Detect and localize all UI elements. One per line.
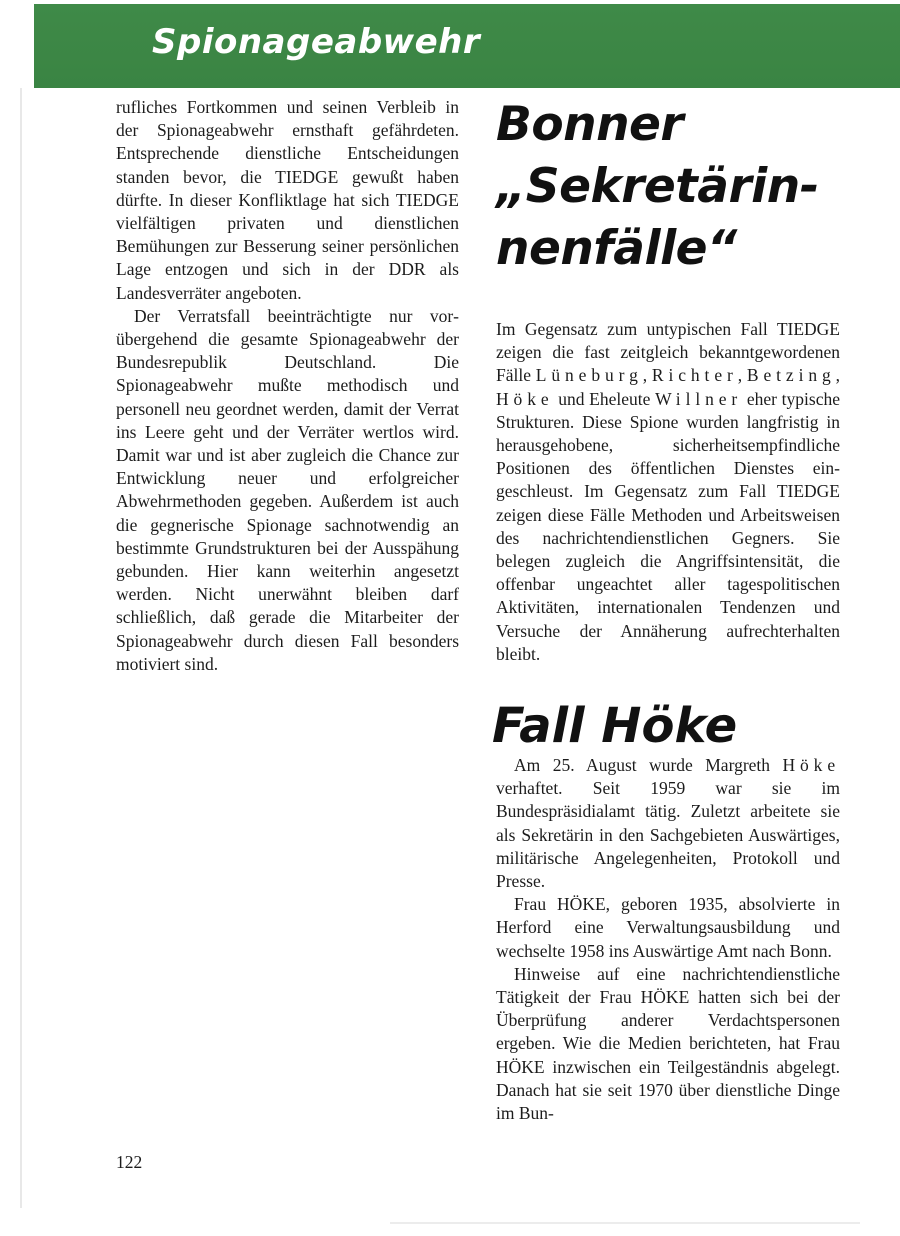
name-richter: Richter — [651, 365, 738, 386]
section2-paragraph-1 — [496, 754, 840, 893]
headline-bonner-sekretaerinnenfaelle — [496, 94, 846, 280]
section2-paragraph-2: Frau HÖKE, geboren 1935, absolvierte in Herford eine Verwaltungsausbildung und wechselte 1958 ins Auswärtige Amt nach Bonn. — [496, 894, 840, 961]
section1-paragraph-1 — [496, 318, 840, 666]
headline-line: nenfälle“ — [496, 221, 737, 276]
text-run: und Eheleute — [553, 388, 656, 409]
left-paragraph-1: rufliches Fortkommen und seinen Verbleib in der Spionageabwehr ernsthaft gefährdeten. Entsprechende dienstliche Entscheidungen standen bevor, die TIEDGE gewußt haben dürfte. In dieser Konfliktlage hat sich TIEDGE vielfältigen privaten und dienstlichen Bemühungen zur Besserung seiner persönlichen Lage entzogen und sich in der DDR als Landesverräter angeboten. — [116, 97, 459, 303]
name-lueneburg: Lüneburg — [535, 365, 643, 386]
text-run: verhaftet. Seit 1959 war sie im Bundespräsidialamt tätig. Zuletzt arbeitete sie als Sekretärin in den Sachgebieten Auswärtiges, militärische Angelegenheiten, Protokoll und Presse. — [496, 778, 840, 892]
section2-paragraph-3: Hinweise auf eine nachrichtendienstliche Tätigkeit der Frau HÖKE hatten sich bei der Überprüfung anderer Verdachtspersonen ergeben. Wie die Medien berichteten, hat Frau HÖKE inzwischen ein Teilgeständnis abgelegt. Danach hat sie seit 1970 über dienstliche Dinge im Bun- — [496, 963, 840, 1124]
text-run: Am 25. August wurde Margreth — [514, 755, 783, 775]
text-run: Im Gegensatz zum untypischen Fall TIEDGE zeigen die fast zeitgleich bekanntgewordenen Fälle — [496, 319, 840, 386]
name-betzing: Betzing — [746, 365, 836, 386]
text-run: eher typische Strukturen. Diese Spione wurden langfristig in herausgehobene, sicherheitsempfindliche Positionen des öffentlichen Dienstes eingeschleust. Im Gegensatz zum Fall TIEDGE zeigen diese Fälle Methoden und Arbeitsweisen des nachrichtendienstlichen Gegners. Sie belegen zugleich die Angriffsintensität, die offenbar ungeachtet aller tagespolitischen Aktivitäten, internationalen Tendenzen und Versuche der Annäherung aufrechterhalten bleibt. — [496, 388, 840, 664]
text-run: , — [642, 365, 652, 386]
page-number: 122 — [116, 1152, 143, 1172]
headline-line: „Sekretärin- — [496, 159, 819, 214]
section-header-band — [34, 4, 900, 88]
bottom-rule — [390, 1222, 860, 1224]
text-run: , — [737, 365, 747, 386]
left-column — [116, 96, 459, 676]
headline-line: Bonner — [496, 97, 684, 152]
name-hoeke: Höke — [496, 388, 554, 409]
name-hoeke: Höke — [782, 755, 840, 775]
left-paragraph-2: Der Verratsfall beeinträchtigte nur vorübergehend die gesamte Spionageabwehr der Bundesrepublik Deutschland. Die Spionageabwehr mußte methodisch und personell neu geordnet werden, damit der Verrat ins Leere geht und der Verräter wertlos wird. Damit war und ist aber zugleich die Chance zur Entwicklung neuer und erfolgreicher Abwehrmethoden gegeben. Außerdem ist auch die gegnerische Spionage sachnotwendig an bestimmte Grundstrukturen bei der Ausspähung gebunden. Hier kann weiterhin angesetzt werden. Nicht unerwähnt bleiben darf schließlich, daß gerade die Mitarbeiter der Spionageabwehr durch diesen Fall besonders motiviert sind. — [116, 305, 459, 674]
headline-fall-hoeke: Fall Höke — [492, 698, 738, 754]
section1-body — [496, 318, 840, 666]
section-title: Spionageabwehr — [152, 22, 481, 62]
text-run: , — [835, 365, 841, 386]
page-edge-rule — [20, 88, 22, 1208]
section2-body — [496, 754, 840, 1125]
name-willner: Willner — [655, 388, 743, 409]
